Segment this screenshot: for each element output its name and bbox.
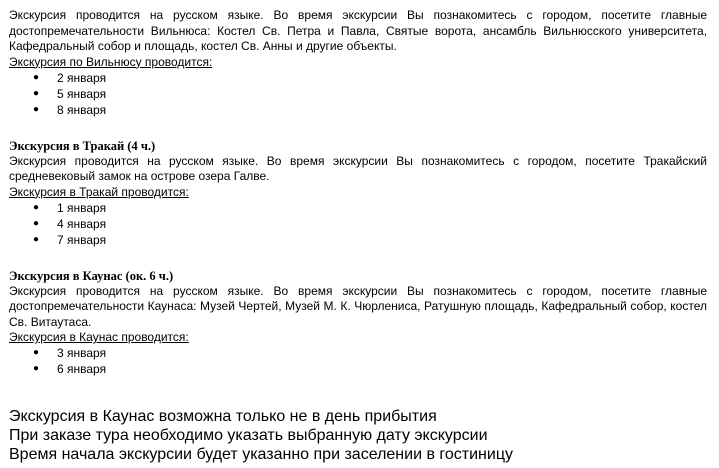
bullet-icon: ● <box>33 217 40 229</box>
schedule-label: Экскурсия по Вильнюсу проводится: <box>9 54 213 69</box>
section-description: Экскурсия проводится на русском языке. Во время экскурсии Вы познакомитесь с городом, посетите главные достопремечательности Вильнюса: Костел Св. Петра и Павла, Святые ворота, ансамбль Вильнюсского университета, Кафедральный собор и площадь, костел Св. Анны и другие объекты. <box>9 8 707 53</box>
excursion-section-trakai <box>9 139 707 248</box>
date-list-item <box>9 102 707 118</box>
section-spacer <box>9 248 707 269</box>
date-text: 2 января <box>57 70 107 85</box>
excursions-document <box>9 8 707 377</box>
note-line: Экскурсия в Каунас возможна только не в день прибытия <box>9 408 437 425</box>
date-text: 5 января <box>57 86 107 101</box>
note-line: Время начала экскурсии будет указанно при заселении в гостиницу <box>9 446 513 463</box>
bullet-icon: ● <box>33 71 40 83</box>
date-list-item <box>9 361 707 377</box>
date-list-item <box>9 200 707 216</box>
date-list-item <box>9 232 707 248</box>
date-list-item <box>9 216 707 232</box>
bullet-icon: ● <box>33 87 40 99</box>
bullet-icon: ● <box>33 201 40 213</box>
date-text: 1 января <box>57 200 107 215</box>
date-text: 7 января <box>57 232 107 247</box>
date-list-item <box>9 86 707 102</box>
date-text: 8 января <box>57 102 107 117</box>
date-list-item <box>9 345 707 361</box>
date-text: 6 января <box>57 362 107 376</box>
section-description: Экскурсия проводится на русском языке. Во время экскурсии Вы познакомитесь с городом, посетите Тракайский средневековый замок на острове озера Галве. <box>9 153 707 183</box>
excursion-section-kaunas <box>9 269 707 378</box>
section-spacer <box>9 118 707 139</box>
bullet-icon: ● <box>33 363 40 374</box>
date-list <box>9 70 707 118</box>
date-text: 4 января <box>57 216 107 231</box>
section-heading: Экскурсия в Каунас (ок. 6 ч.) <box>9 268 174 283</box>
date-list <box>9 345 707 377</box>
bullet-icon: ● <box>33 103 40 115</box>
schedule-label: Экскурсия в Каунас проводится: <box>9 330 189 344</box>
schedule-label: Экскурсия в Тракай проводится: <box>9 184 189 199</box>
date-list-item <box>9 70 707 86</box>
bullet-icon: ● <box>33 347 40 358</box>
bullet-icon: ● <box>33 233 40 245</box>
section-description: Экскурсия проводится на русском языке. Во время экскурсии Вы познакомитесь с городом, посетите главные достопремечательности Каунаса: Музей Чертей, Музей М. К. Чюрлениса, Ратушную площадь, Кафедральный собор, костел Св. Витаутаса. <box>9 283 707 329</box>
date-text: 3 января <box>57 346 107 360</box>
date-list <box>9 200 707 248</box>
important-notes <box>9 407 709 464</box>
section-heading: Экскурсия в Тракай (4 ч.) <box>9 138 156 153</box>
excursion-section-vilnius <box>9 8 707 118</box>
note-line: При заказе тура необходимо указать выбранную дату экскурсии <box>9 427 488 444</box>
